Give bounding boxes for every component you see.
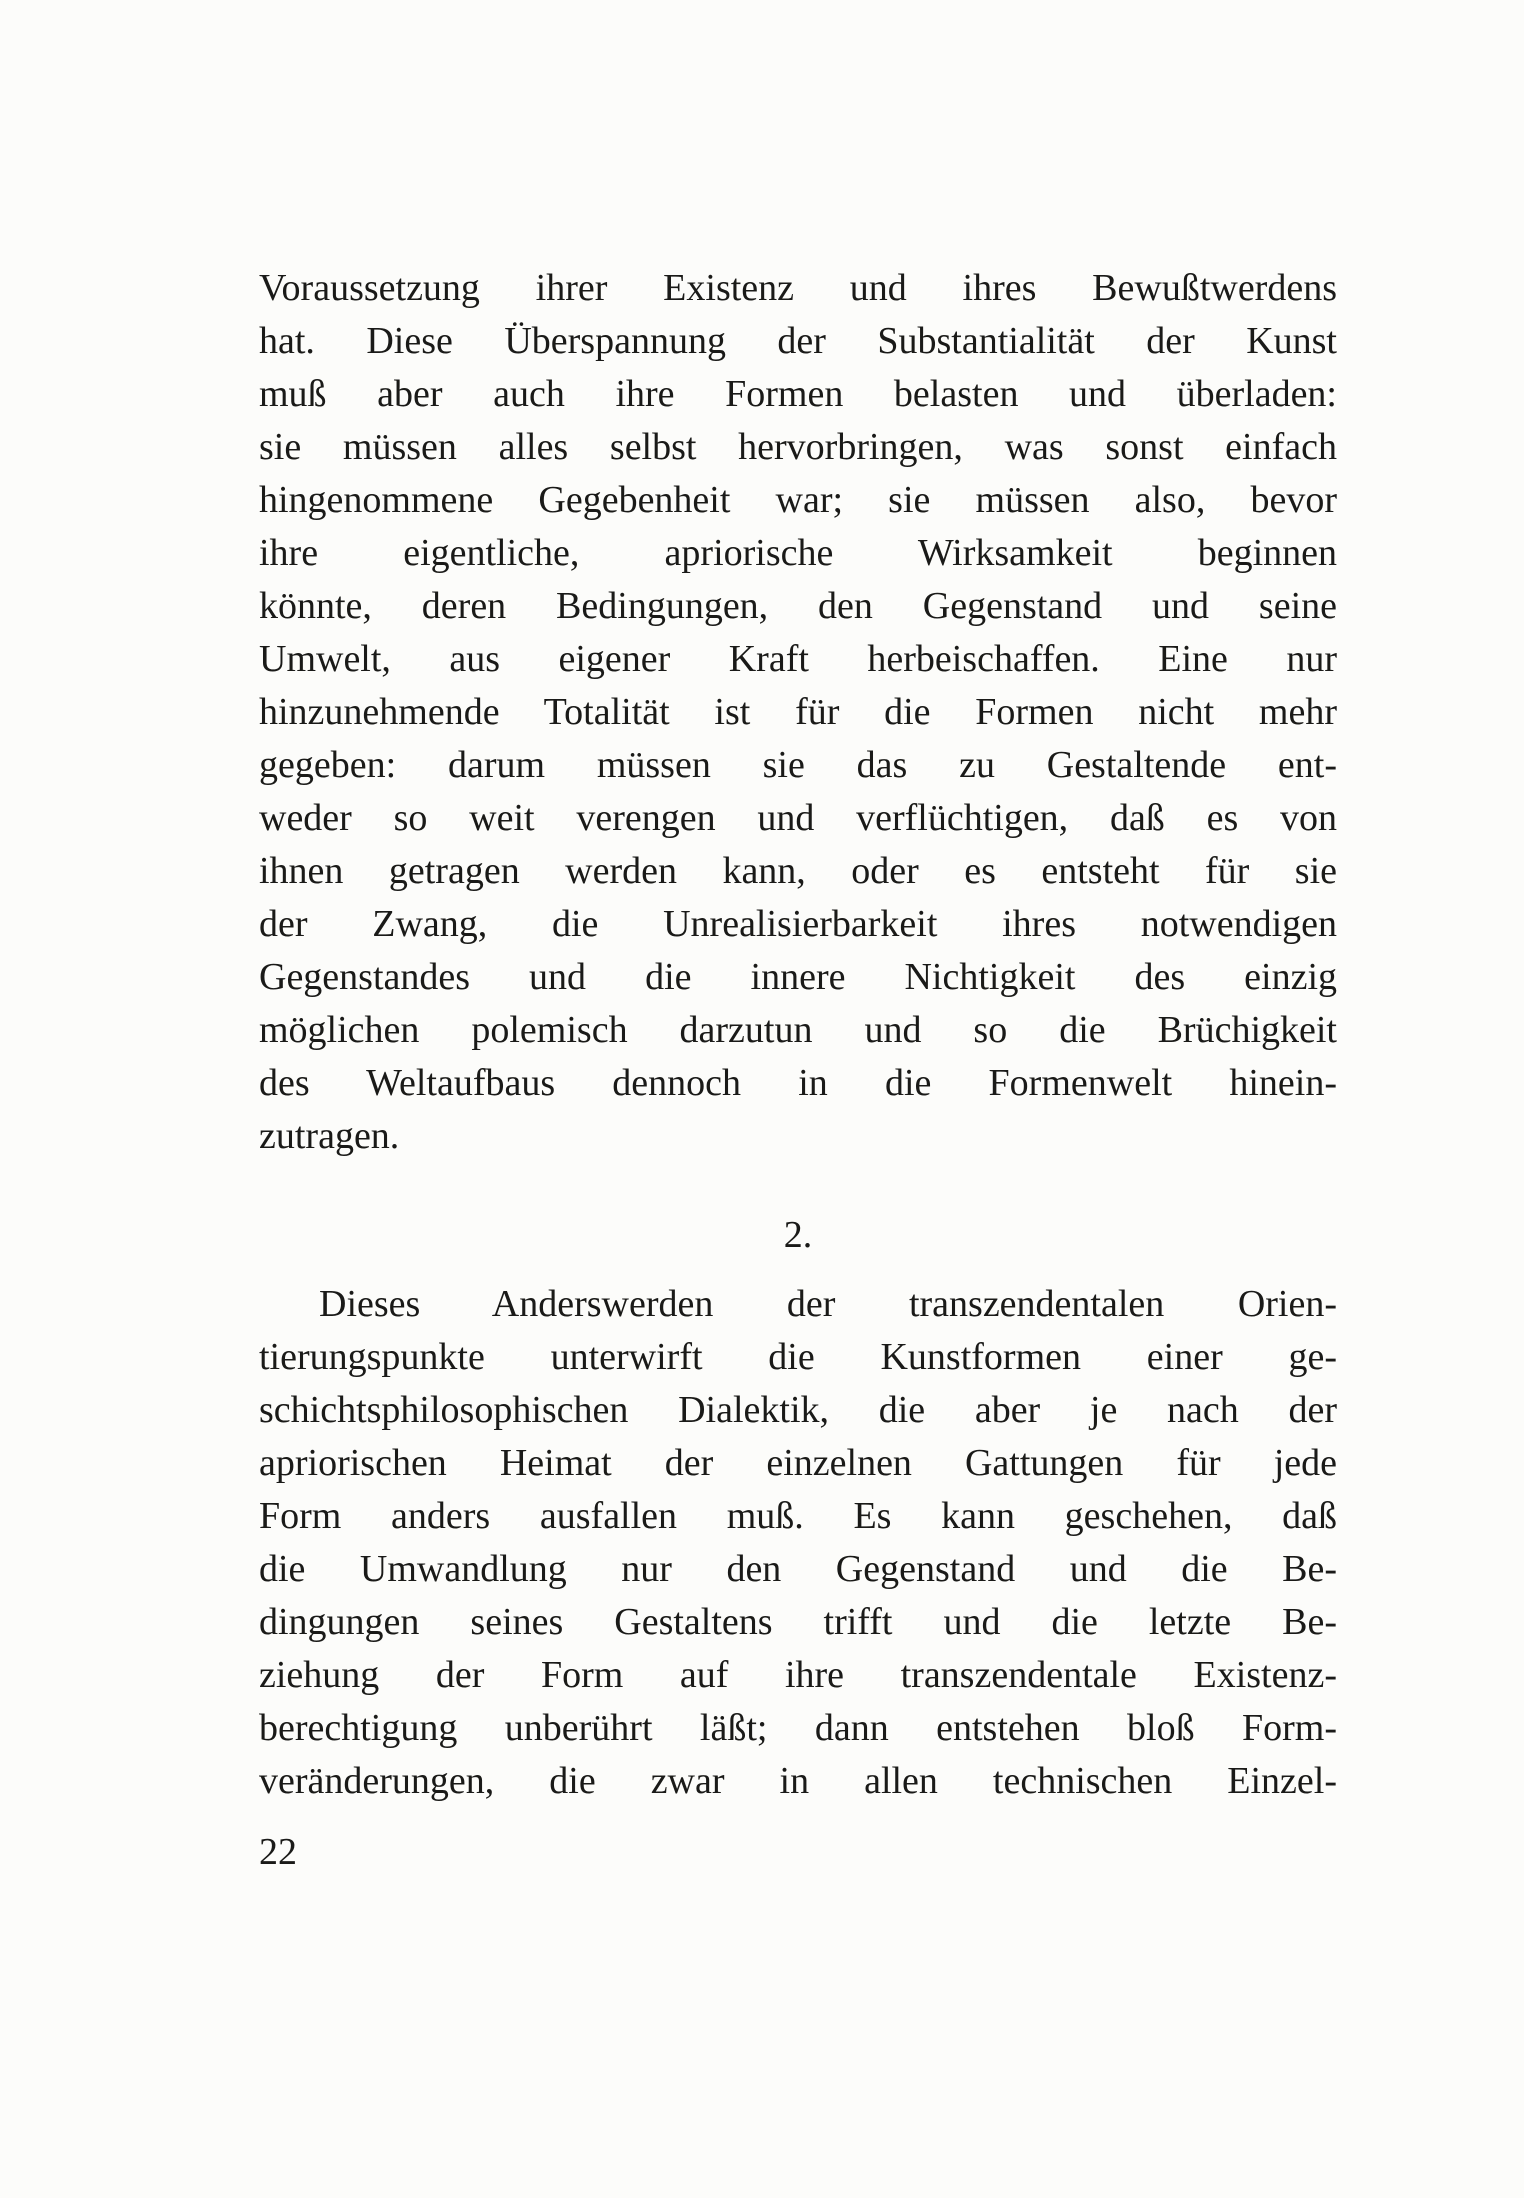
text-line: Gegenstandes und die innere Nichtigkeit des einzig: [259, 956, 1337, 998]
page-number: 22: [259, 1831, 297, 1873]
text-line: des Weltaufbaus dennoch in die Formenwelt hinein-: [259, 1062, 1337, 1104]
text-line: Form anders ausfallen muß. Es kann geschehen, daß: [259, 1495, 1337, 1537]
text-line: möglichen polemisch darzutun und so die Brüchigkeit: [259, 1009, 1337, 1051]
section-heading: 2.: [783, 1214, 813, 1256]
text-line: die Umwandlung nur den Gegenstand und die Be-: [259, 1548, 1337, 1590]
text-line: apriorischen Heimat der einzelnen Gattungen für jede: [259, 1442, 1337, 1484]
text-line: Umwelt, aus eigener Kraft herbeischaffen. Eine nur: [259, 638, 1337, 680]
text-line: ziehung der Form auf ihre transzendentale Existenz-: [259, 1654, 1337, 1696]
text-line: ihnen getragen werden kann, oder es entsteht für sie: [259, 850, 1337, 892]
text-line: hingenommene Gegebenheit war; sie müssen also, bevor: [259, 479, 1337, 521]
text-line: tierungspunkte unterwirft die Kunstformen einer ge-: [259, 1336, 1337, 1378]
text-line: gegeben: darum müssen sie das zu Gestaltende ent-: [259, 744, 1337, 786]
text-line: Voraussetzung ihrer Existenz und ihres Bewußtwerdens: [259, 267, 1337, 309]
text-block: [259, 262, 1337, 1879]
text-line: hinzunehmende Totalität ist für die Formen nicht mehr: [259, 691, 1337, 733]
text-line: dingungen seines Gestaltens trifft und die letzte Be-: [259, 1601, 1337, 1643]
text-line: veränderungen, die zwar in allen technischen Einzel-: [259, 1760, 1337, 1802]
text-line: sie müssen alles selbst hervorbringen, was sonst einfach: [259, 426, 1337, 468]
paragraph-2: [259, 1278, 1337, 1808]
text-line: berechtigung unberührt läßt; dann entstehen bloß Form-: [259, 1707, 1337, 1749]
text-line: weder so weit verengen und verflüchtigen, daß es von: [259, 797, 1337, 839]
text-line: schichtsphilosophischen Dialektik, die aber je nach der: [259, 1389, 1337, 1431]
text-line: ihre eigentliche, apriorische Wirksamkeit beginnen: [259, 532, 1337, 574]
text-line: zutragen.: [259, 1115, 400, 1157]
text-line: könnte, deren Bedingungen, den Gegenstand und seine: [259, 585, 1337, 627]
text-line: der Zwang, die Unrealisierbarkeit ihres notwendigen: [259, 903, 1337, 945]
text-line: muß aber auch ihre Formen belasten und überladen:: [259, 373, 1337, 415]
text-line: Dieses Anderswerden der transzendentalen Orien-: [319, 1283, 1337, 1325]
text-line: hat. Diese Überspannung der Substantialität der Kunst: [259, 320, 1337, 362]
paragraph-1: [259, 262, 1337, 1163]
